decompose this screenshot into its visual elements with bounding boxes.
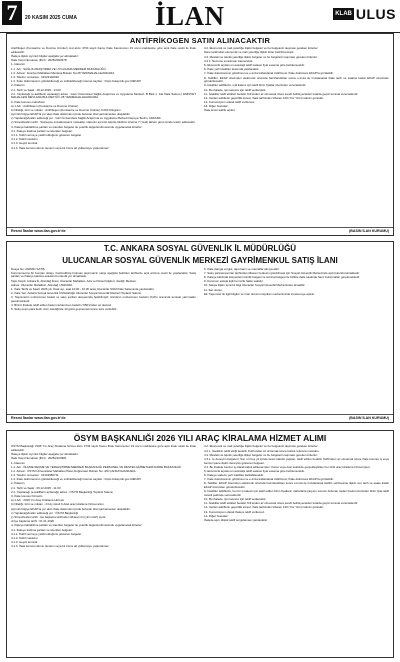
paragraph: 14- Diğer hususlar: bbox=[204, 513, 229, 518]
ad-title-line2: ULUCANLAR SOSYAL GÜVENLİK MERKEZİ GAYRİMENKUL SATIŞ İLANI bbox=[62, 255, 338, 265]
ad-left-column bbox=[11, 445, 196, 657]
paragraph: 10. Satışa ilişkin ayrıntılı bilgi Ulucanlar Sosyal Güvenlik Merkezinden alınabilir. bbox=[204, 283, 306, 288]
paragraph: 4.1.3. Geçici teminat bbox=[11, 540, 38, 545]
paragraph: 4.2. Ekonomik ve mali yeterliğe ilişkin belgeler ve bu belgelerin taşıması gereken kriterler: bbox=[204, 47, 319, 51]
paragraph: 6. İhale damga vergisi, tapu harcı ve masraflar alıcıya aittir. bbox=[204, 267, 280, 271]
paragraph: ç) Süresi/teslim tarihi : İşe başlama tarihinden itibaren 24 (yirmi dört) aydır. bbox=[11, 514, 107, 519]
paragraph: b) Niteliği, türü ve miktarı : Antifrikojen (Konsantre ve Domine Ürünler) 6.000 Kilogram bbox=[11, 107, 121, 112]
paragraph: Antifrikojen (Konsantre ve Domine Ürünler) mal alımı 4734 sayılı Kamu İhale Kanununun 19 uncu maddesine göre açık ihale usulü ile ihale edilecektir. bbox=[11, 47, 196, 54]
paragraph: 4.1.4. İhale konusu alımın tamamı veya bir kısmı alt yükleniciye yaptırılamaz. bbox=[11, 145, 110, 150]
paragraph: 14- Diğer hususlar: bbox=[204, 104, 229, 109]
paragraph: 4.1.1. Teklif vermeye yetkili olduğunu gösteren belgeler bbox=[11, 531, 82, 536]
paragraph: 2.1. Tarih ve Saati : 09.12.2025 - 11:00 bbox=[11, 485, 61, 490]
logo-mark: KLAB bbox=[333, 8, 354, 20]
paragraph: 10- Bu ihalede, işin tamamı için teklif verilecektir. bbox=[204, 87, 267, 92]
paragraph: 2.2. Yapılacağı (e-tekliflerin açılacağı) adres : ÖSYM Başkanlığı Toplantı Salonu bbox=[11, 489, 114, 494]
paragraph: c) Yapılacağı/teslim edileceği yer : Gazi Üniversitesi Sağlık Araştırma ve Uygulama Merkezi Depoya Teslim, ANKARA bbox=[11, 116, 161, 121]
paragraph: 1. İhale Tarihi ve Saati: 2026 yılı Ocak ayı, saat 10:00 - 10:30 arası Ulucanlar SGM İhale Salonunda yapılacaktır. bbox=[11, 286, 155, 291]
paragraph: 1.4. İhale dokümanının görülebileceği ve indirilebileceği internet sayfası : https://ekap.kik.gov.tr/EKAP/ bbox=[11, 79, 142, 84]
paragraph: b) Niteliği, türü ve miktarı : 24 Ay süreli 6 Adet araç kiralama hizmet alımı bbox=[11, 502, 104, 507]
paragraph: 7- İhale dokümanının görülmesi ve e-imza kullanılarak indirilmesi: İhale dokümanı EKAP'ta görülebilir. bbox=[204, 477, 334, 482]
paragraph: ÖSYM Başkanlığı 2026 Yılı Araç Kiralama hizmet alımı 4734 sayılı Kamu İhale Kanununun 19 uncu maddesine göre açık ihale usulü ile ihale edilecektir. bbox=[11, 445, 196, 452]
paragraph: 7- İhale dokümanının görülmesi ve e-imza kullanılarak indirilmesi: İhale dokümanı EKAP'ta görülebilir. bbox=[204, 71, 334, 76]
paragraph: 8- Teklifler, EKAP üzerinden elektronik ortamda hazırlandıktan sonra e-imza ile imzalanarak teklifin verilmesine ilişkin son tarih ve saate kadar EKAP üzerinden gönderilecektir. bbox=[204, 481, 389, 490]
paragraph: 13- Konsorsiyum olarak teklif verilemez. bbox=[204, 100, 256, 105]
paragraph: 2.1. Tarih ve Saati : 18.12.2025 - 14:00 bbox=[11, 87, 61, 92]
paragraph: 4.1. İhaleye katılma şartları ve istenilen belgeler: bbox=[11, 527, 73, 532]
bik-credit: (BASIN İLAN KURUMU) bbox=[349, 416, 389, 420]
paragraph: 13- Konsorsiyum olarak ihaleye teklif verilemez. bbox=[204, 509, 266, 514]
page-number: 7 bbox=[2, 1, 22, 25]
paragraph: 3- İhale konusu malın/ların bbox=[11, 99, 46, 104]
paragraph: 4- İhaleye katılabilme şartları ve istenilen belgeler ile yeterlik değerlendirmesinde uygulanacak kriterler: bbox=[11, 124, 143, 129]
paragraph: İhale Kayıt Numarası (İKN) : 2025/2093378 bbox=[11, 58, 67, 63]
issue-date: 20 KASIM 2025 CUMA bbox=[25, 15, 77, 21]
paragraph: İhalede aşırı düşük teklif sorgulaması yapılacaktır. bbox=[204, 517, 268, 522]
paragraph: 1- İdarenin bbox=[11, 460, 25, 465]
ilan-portal-note: Resmi İlanlar www.ilan.gov.tr'de bbox=[11, 229, 66, 233]
paragraph: 5- Ekonomik açıdan en avantajlı teklif sadece fiyat esasına göre belirlenecektir. bbox=[204, 63, 305, 67]
paragraph: 1- İdarenin bbox=[11, 62, 25, 67]
paragraph: Ayrıntılı bilgiye EKAP'ta yer alan ihale dokümanı içinde bulunan idari şartnameden ulaşılabilir. bbox=[11, 112, 131, 117]
ad-ulucanlar-gayrimenkul bbox=[6, 241, 394, 423]
paragraph: 4.3.1. Numune sunulması istenecektir. bbox=[204, 58, 254, 63]
paragraph: 11. İlan olunur. bbox=[204, 287, 223, 292]
bik-credit: (BASIN İLAN KURUMU) bbox=[349, 229, 389, 233]
ulus-logo bbox=[333, 6, 396, 22]
paragraph: 12- Verilen tekliflerin geçerlilik süresi, ihale tarihinden itibaren 120 (Yüz Yirmi) takvim günüdür. bbox=[204, 95, 324, 100]
paragraph: 11- İstekliler teklif ettikleri bedelin %3'ünden az olmamak üzere kendi belirleyecekleri tutarda geçici teminat vereceklerdir. bbox=[204, 501, 359, 506]
paragraph: 3- İhale konusu hizmetin bbox=[11, 494, 43, 498]
paragraph: 6- İhaleye sadece yerli istekliler katılabilecektir. bbox=[204, 473, 264, 478]
paragraph: Tapu Kaydı: Ankara İli, Altındağ İlçesi, Ulucanlar Mahallesi, Ada ve Parsel bilgileri, niteliği: Mesken. bbox=[11, 278, 137, 283]
paragraph: İdare tarafından ekonomik ve mali yeterliğe ilişkin kriter belirtilmemiştir. bbox=[204, 50, 295, 55]
ad-footer bbox=[7, 414, 393, 422]
paragraph: 4.4. Bu ihalede benzer iş olarak kabul edilecek işler: Kamu veya özel sektörde gerçekleştirilen her türlü araç kiralama hizmet işleri. bbox=[204, 464, 371, 469]
paragraph: 11- İstekliler teklif ettikleri bedelin %3'ünden az olmamak üzere kendi belirleyecekleri tutarda geçici teminat vereceklerdir. bbox=[204, 91, 359, 96]
paragraph: 2- İhalenin bbox=[11, 83, 25, 88]
paragraph: Ek: Taşınmaz ile ilgili bilgiler ve imar durumu kayıtları merkezimizde incelemeye açıktır. bbox=[204, 291, 315, 296]
paragraph: 4.1. İhaleye katılma şartları ve istenilen belgeler: bbox=[11, 128, 73, 133]
ad-right-column bbox=[204, 445, 389, 657]
paragraph: 4.1.4. İhale konusu alımın tamamı veya bir kısmı alt yükleniciye yaptırılamaz. bbox=[11, 544, 110, 549]
paragraph: 4.3. Mesleki ve teknik yeterliğe ilişkin belgeler ve bu belgelerin taşıması gereken kriterler: bbox=[204, 54, 318, 59]
paragraph: İhaleye ilişkin ayrıntılı bilgiler aşağıda yer almaktadır: bbox=[11, 452, 79, 457]
paragraph: 1.4. İhale dokümanının görülebileceği ve indirilebileceği internet sayfası : https://ekap.kik.gov.tr/EKAP/ bbox=[11, 477, 142, 482]
ad-title: ÖSYM BAŞKANLIĞI 2026 YILI ARAÇ KİRALAMA HİZMET ALIMI bbox=[73, 433, 327, 443]
ilan-portal-note: Resmi İlanlar www.ilan.gov.tr'de bbox=[11, 416, 66, 420]
paragraph: 1.3. Telefon numarası : 03123102030 bbox=[11, 74, 59, 79]
paragraph: 6- İhale yerli istekliler arasında yapılacaktır. bbox=[204, 67, 260, 72]
paragraph: c) Yapılacağı/teslim edileceği yer : ÖSYM Başkanlığı bbox=[11, 510, 79, 515]
paragraph: İhale kısmi teklife açıktır. bbox=[204, 108, 236, 113]
paragraph: Ayrıntılı bilgiye EKAP'ta yer alan ihale dokümanı içinde bulunan idari şartnameden ulaşılabilir. bbox=[11, 506, 131, 511]
paragraph: 8- Teklifler, EKAP üzerinden elektronik ortamda hazırlandıktan sonra e-imza ile imzalanarak ihale tarih ve saatine kadar EKAP üzerinden gönderilecektir. bbox=[204, 75, 389, 84]
paragraph: 4. Birinci ihalede teklif edilen bedel muhammen bedelin %50'sinden az olamaz. bbox=[11, 303, 112, 308]
ad-antifrikogen bbox=[6, 33, 394, 236]
ad-title: ANTİFRİKOGEN SATIN ALINACAKTIR bbox=[129, 36, 271, 45]
paragraph: 3. Taşınmazın muhammen bedeli ve satış şartları dosyasında belirtilmiştir. Alıcıların muhammen bedelin %10'u oranında teminat yatırmaları gerekmektedir. bbox=[11, 295, 196, 303]
paragraph: 1.2. Adresi : ÖSYM Üniversiteler Mahallesi İhsan Doğramacı Bulvarı No: 4/D ÇANKAYA/ANKARA bbox=[11, 468, 136, 473]
paragraph: Kurumumuzca bir borçtan dolayı, hacizedilmiş bulunan taşınmazın satışı aşağıda belirtilen tarihlerde açık artırma usulü ile yapılacaktır. Satış şartları ve ihaleye katılma esasları bu ilanda yer almaktadır. bbox=[11, 270, 196, 279]
ad-left-column bbox=[11, 47, 196, 233]
paragraph: 4.1.3. Geçici teminat bbox=[11, 141, 38, 146]
paragraph: 12- Verilen tekliflerin geçerlilik süresi, ihale tarihinden itibaren 120 (Yüz Yirmi) takvim günüdür. bbox=[204, 505, 324, 510]
paragraph: 2- İhalenin bbox=[11, 481, 25, 486]
paragraph: 5. Satış peşin para iledir. Alıcı istediğinde 10 günü geçmemek üzere süre verilebilir. bbox=[11, 307, 118, 312]
section-title: İLAN bbox=[155, 1, 225, 31]
paragraph: a) 1 Adı : 2026 Yılı Araç Kiralama Hizmeti bbox=[11, 498, 64, 503]
paragraph: d) İşe başlama tarihi : 01.01.2026 bbox=[11, 519, 54, 524]
paragraph: 4.2. Ekonomik ve mali yeterliğe ilişkin belgeler ve bu belgelerin taşıması gereken kriterler: bbox=[204, 445, 319, 449]
paragraph: 9- İstekliler tekliflerini, her bir iş kalemi için teklif edilen birim fiyatların miktarlarla çarpımı sonucu bulunan toplam bedel üzerinden birim fiyat teklif cetveli şeklinde vereceklerdir. bbox=[204, 489, 389, 497]
paragraph: 8. İhaleye katılmak isteyenlerin kimlik belgesi ve teminat belgesi ile birlikte ihale saatinde hazır bulunmaları gerekmektedir. bbox=[204, 274, 361, 279]
paragraph: a) 1 Adı : Antifrikojen (Konsantre ve Domine Ürünler) bbox=[11, 103, 79, 108]
ad-right-column bbox=[204, 268, 389, 423]
ad-left-column bbox=[11, 268, 196, 423]
paragraph: ç) Süresi/teslim tarihi : Sözleşme imzalanmasını müteakip, idarenin ayrıntılı işlerde bildirimi üzerine 7 (Yedi) takvim günü içinde teslim edilecektir. bbox=[11, 120, 196, 125]
ad-footer bbox=[7, 227, 393, 235]
ad-osym-arac-kiralama bbox=[6, 430, 394, 658]
paragraph: Dosya No: 2025/01 SATIŞ bbox=[11, 267, 45, 271]
ad-title-line1: T.C. ANKARA SOSYAL GÜVENLİK İL MÜDÜRLÜĞÜ bbox=[103, 244, 297, 253]
paragraph: 2.2. Yapılacağı (e-tekliflerin açılacağı) adres : Gazi Üniversitesi Sağlık Araştırma ve Uygulama Merkezi, B Blok 1. Kat İhale Salonu | EMNİYET MAHALLESİ MEVLANA BULVARI NO: 28 YENİMAHALLE/ANKARA bbox=[11, 91, 196, 100]
paragraph: 4.1.1. Teklif vermeye yetkili olduğunu gösteren belgeler bbox=[11, 133, 82, 137]
paragraph: 5- Ekonomik açıdan en avantajlı teklif sadece fiyat esasına göre belirlenecektir. bbox=[204, 468, 305, 473]
logo-text: ULUS bbox=[355, 6, 396, 22]
paragraph: 10- Bu ihalede, işin tamamı için teklif verilecektir. bbox=[204, 497, 267, 501]
paragraph: 2. İhale Yeri: Ankara Sosyal Güvenlik İl Müdürlüğü Ulucanlar Sosyal Güvenlik Merkezi Toplantı Salonu. bbox=[11, 291, 142, 296]
paragraph: İhale Kayıt Numarası (İKN) : 2025/2103981 bbox=[11, 456, 67, 461]
paragraph: 4.2.1. İsteklinin teklif ettiği bedelin %10'undan az olmamak üzere banka referans mektubu. bbox=[204, 448, 320, 453]
paragraph: 4.3. Mesleki ve teknik yeterliğe ilişkin belgeler ve bu belgelerin taşıması gereken kriterler: bbox=[204, 452, 318, 457]
page-header bbox=[0, 0, 400, 33]
paragraph: 4.3.1. İş deneyim belgeleri: Son on beş yıl içinde kesin kabulü yapılan, teklif edilen bedelin %25'inden az olmamak üzere ihale konusu iş veya benzer işlere ilişkin deneyimi gösteren belgeler. bbox=[204, 456, 389, 465]
paragraph: 4.1.2. Teklif mektubu bbox=[11, 137, 38, 142]
paragraph: 1.2. Adresi : Emniyet Mahallesi Mevlana Bulvarı No:28 YENİMAHALLE/ANKARA bbox=[11, 70, 115, 75]
paragraph: Adresi: Ulucanlar Mahallesi, Altındağ / ANKARA bbox=[11, 282, 73, 287]
paragraph: 4- İhaleye katılabilme şartları ve istenilen belgeler ile yeterlik değerlendirmesinde uygulanacak kriterler: bbox=[11, 523, 143, 528]
paragraph: İhaleye ilişkin ayrıntılı bilgiler aşağıda yer almaktadır: bbox=[11, 54, 79, 59]
paragraph: 1.3. Telefon numarası : 03122980711 bbox=[11, 473, 59, 478]
paragraph: 1.1. Adı : SAĞLIK ARAŞTIRMA VE UYGULAMA MERKEZİ MÜDÜRLÜĞÜ bbox=[11, 66, 106, 71]
paragraph: 9- İstekliler tekliflerini, mal kalemi için teklif birim fiyatlar üzerinden vereceklerdir. bbox=[204, 83, 307, 88]
paragraph: 7. Satış şartnamesi ilan tarihinden itibaren herkesin görebilmesi için Sosyal Güvenlik Merkezinde açık bulundurulmaktadır. bbox=[204, 270, 360, 275]
ad-right-column bbox=[204, 47, 389, 233]
paragraph: 4.1.2. Teklif mektubu bbox=[11, 535, 38, 540]
paragraph: 1.1. Adı : ÖLÇME SEÇME VE YERLEŞTİRME MERKEZİ BAŞKANLIĞI PERSONEL VE DESTEK HİZMETLERİ DAİRE BAŞKANLIĞI bbox=[11, 464, 182, 469]
paragraph: 9. Kurumun satışla ilgili her türlü hakkı saklıdır. bbox=[204, 279, 264, 284]
